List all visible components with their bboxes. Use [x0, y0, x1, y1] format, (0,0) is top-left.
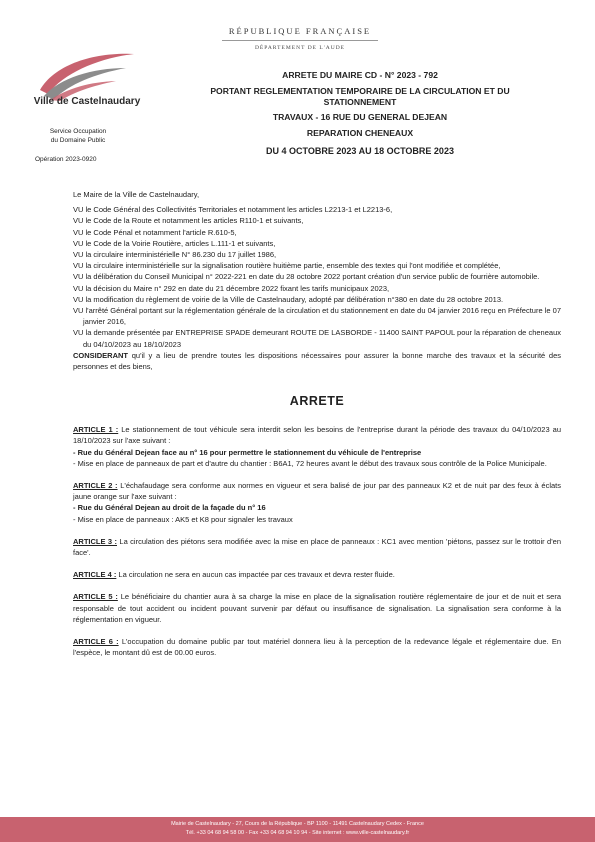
article-5	[73, 591, 561, 625]
document-titles	[160, 70, 560, 157]
operation-number: Opération 2023-0920	[35, 156, 97, 163]
considerant-text: qu'il y a lieu de prendre toutes les dispositions nécessaires pour assurer la bonne marche des travaux et la sécurité des personnes et des biens,	[73, 350, 561, 372]
article-6-label: ARTICLE 6 :	[73, 637, 119, 647]
page-footer	[0, 817, 595, 842]
footer-address: Mairie de Castelnaudary - 27, Cours de la République - BP 1100 - 11491 Castelnaudary Cedex - France	[171, 821, 424, 827]
article-1-label: ARTICLE 1 :	[73, 425, 119, 435]
article-1	[73, 424, 561, 469]
travaux-title: TRAVAUX - 16 RUE DU GENERAL DEJEAN	[272, 112, 448, 122]
vu-line: VU la décision du Maire n° 292 en date du 21 décembre 2022 fixant les tarifs municipaux 2023,	[73, 283, 390, 293]
header-divider	[222, 40, 378, 41]
vu-line: VU la circulaire interministérielle N° 86.230 du 17 juillet 1986,	[73, 250, 277, 260]
city-name: Ville de Castelnaudary	[33, 96, 141, 107]
vu-line: VU le Code de la Route et notamment les articles R110-1 et suivants,	[73, 216, 304, 226]
article-4	[73, 569, 561, 580]
article-1-item-1: - Rue du Général Dejean face au n° 16 pour permettre le stationnement du véhicule de l'entreprise	[73, 447, 422, 457]
considerant-label: CONSIDERANT	[73, 350, 129, 360]
vu-line: VU la demande présentée par ENTREPRISE SPADE demeurant ROUTE DE LASBORDE - 11400 SAINT PAPOUL pour la réparation de cheneaux du 04/10/2023 au 18/10/2023	[73, 328, 561, 349]
article-3	[73, 536, 561, 558]
castelnaudary-logo-icon	[30, 44, 142, 102]
arrete-heading: ARRETE	[289, 394, 345, 409]
article-2	[73, 480, 561, 525]
service-label	[18, 127, 138, 145]
article-2-label: ARTICLE 2 :	[73, 481, 118, 491]
article-6-text: L'occupation du domaine public par tout matériel donnera lieu à la perception de la redevance légale et réglementaire due. En l'espèce, le montant dû est de 00.00 euros.	[73, 637, 561, 658]
footer-contact: Tél. +33 04 68 94 58 00 - Fax +33 04 68 94 10 94 - Site internet : www.ville-castelnaudary.fr	[185, 830, 410, 836]
document-body	[73, 189, 561, 670]
vu-line: VU le Code Général des Collectivités Territoriales et notamment les articles L2213-1 et L2213-6,	[73, 205, 393, 215]
article-4-text: La circulation ne sera en aucun cas impactée par ces travaux et devra rester fluide.	[116, 570, 395, 580]
article-2-item-1: - Rue du Général Dejean au droit de la façade du n° 16	[73, 503, 266, 513]
dates-title: DU 4 OCTOBRE 2023 AU 18 OCTOBRE 2023	[266, 146, 454, 156]
departement-label: DÉPARTEMENT DE L'AUDE	[254, 45, 346, 51]
vu-line: VU la modification du règlement de voirie de la Ville de Castelnaudary, adopté par délibération n°380 en date du 28 octobre 2013.	[73, 294, 504, 304]
reparation-title: REPARATION CHENEAUX	[306, 128, 414, 138]
article-3-text: La circulation des piétons sera modifiée avec la mise en place de panneaux : KC1 avec mention 'piétons, passez sur le trottoir d'en face'.	[73, 536, 561, 558]
vu-line: VU la délibération du Conseil Municipal n° 2022-221 en date du 28 octobre 2022 portant création d'un service public de fourrière automobile.	[73, 272, 540, 282]
vu-line: VU le Code de la Voirie Routière, articles L.111-1 et suivants,	[73, 238, 276, 248]
vu-line: VU l'arrêté Général portant sur la réglementation générale de la circulation et du stationnement en date du 04 janvier 2016 reçu en Préfecture le 07 janvier 2016,	[73, 306, 561, 327]
republique-francaise: RÉPUBLIQUE FRANÇAISE	[228, 26, 372, 36]
vu-line: VU le Code Pénal et notamment l'article R.610-5,	[73, 227, 237, 237]
article-1-text: Le stationnement de tout véhicule sera interdit selon les besoins de l'entreprise durant la période des travaux du 04/10/2023 au 18/10/2023 sur l'axe suivant :	[73, 425, 561, 446]
article-5-text: Le bénéficiaire du chantier aura à sa charge la mise en place de la signalisation routière réglementaire de jour et de nuit et sera responsable de tout accident ou incident pouvant survenir par défaut ou insuffisance de signalisation. La signalisation sera conforme à la réglementation en vigueur.	[73, 592, 561, 624]
vu-line: VU la circulaire interministérielle sur la signalisation routière huitième partie, ensemble des textes qui l'ont modifiée et complétée,	[73, 261, 501, 271]
article-3-label: ARTICLE 3 :	[73, 536, 117, 546]
article-6	[73, 636, 561, 658]
portant-line-1: PORTANT REGLEMENTATION TEMPORAIRE DE LA CIRCULATION ET DU	[210, 86, 510, 96]
considerant-paragraph	[73, 350, 561, 372]
article-2-item-2: - Mise en place de panneaux : AK5 et K8 pour signaler les travaux	[73, 514, 293, 524]
portant-line-2: STATIONNEMENT	[323, 97, 397, 107]
service-line-2: du Domaine Public	[50, 137, 106, 144]
arrete-number: ARRETE DU MAIRE CD - N° 2023 - 792	[282, 70, 438, 80]
article-2-text: L'échafaudage sera conforme aux normes en vigueur et sera balisé de jour par des panneaux K2 et de nuit par des feux à éclats jaune orange sur l'axe suivant :	[73, 481, 561, 502]
article-5-label: ARTICLE 5 :	[73, 592, 118, 602]
article-4-label: ARTICLE 4 :	[73, 570, 117, 580]
intro-line: Le Maire de la Ville de Castelnaudary,	[73, 190, 200, 199]
service-line-1: Service Occupation	[49, 128, 107, 135]
article-1-item-2: - Mise en place de panneaux de part et d'autre du chantier : B6A1, 72 heures avant le début des travaux sous contrôle de la Police Municipale.	[73, 458, 547, 468]
